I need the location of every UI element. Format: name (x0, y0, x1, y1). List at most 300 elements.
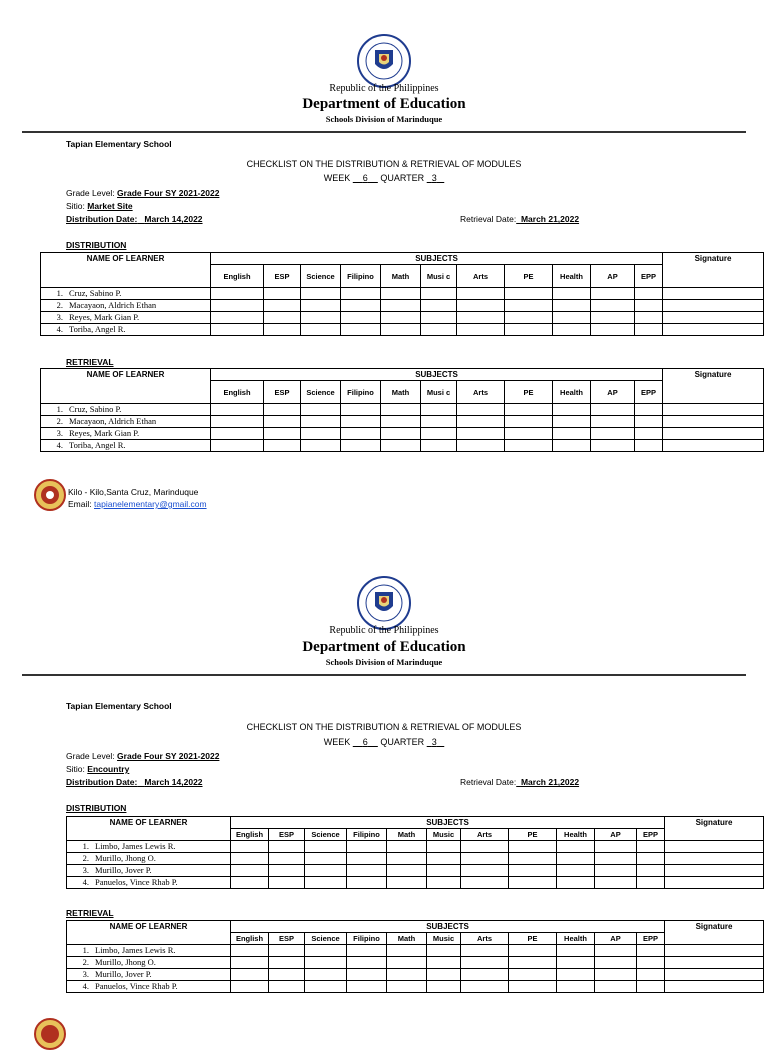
checkbox-cell[interactable] (637, 945, 665, 957)
quarter-number: 3 (431, 737, 437, 747)
checkbox-cell[interactable] (505, 324, 553, 336)
checkbox-cell[interactable] (211, 440, 264, 452)
checkbox-cell[interactable] (557, 981, 595, 993)
checkbox-cell[interactable] (264, 300, 301, 312)
grade-label: Grade Level: (66, 751, 115, 761)
table-row (41, 440, 764, 452)
checkbox-cell[interactable] (457, 440, 505, 452)
learner-name (41, 428, 211, 440)
signature-cell[interactable] (665, 945, 764, 957)
checkbox-cell[interactable] (595, 945, 637, 957)
checkbox-cell[interactable] (505, 416, 553, 428)
table-row (67, 957, 764, 969)
checkbox-cell[interactable] (231, 969, 269, 981)
row-number: 3. (56, 312, 63, 322)
checkbox-cell[interactable] (231, 865, 269, 877)
checkbox-cell[interactable] (421, 440, 457, 452)
checkbox-cell[interactable] (347, 853, 387, 865)
week-number: 6 (362, 173, 368, 183)
checkbox-cell[interactable] (381, 300, 421, 312)
checkbox-cell[interactable] (421, 324, 457, 336)
checkbox-cell[interactable] (509, 957, 557, 969)
checkbox-cell[interactable] (595, 865, 637, 877)
checkbox-cell[interactable] (347, 957, 387, 969)
checkbox-cell[interactable] (457, 288, 505, 300)
subject-header: Math (381, 381, 421, 404)
checkbox-cell[interactable] (301, 404, 341, 416)
subject-header: Music (427, 829, 461, 841)
checkbox-cell[interactable] (557, 865, 595, 877)
checkbox-cell[interactable] (269, 981, 305, 993)
checkbox-cell[interactable] (305, 957, 347, 969)
learner-name-text: Panuelos, Vince Rhab P. (95, 877, 178, 887)
quarter-label: QUARTER (380, 737, 425, 747)
checkbox-cell[interactable] (637, 865, 665, 877)
checkbox-cell[interactable] (301, 440, 341, 452)
week-label: WEEK (323, 173, 351, 183)
checkbox-cell[interactable] (427, 981, 461, 993)
signature-cell[interactable] (665, 981, 764, 993)
checkbox-cell[interactable] (595, 877, 637, 889)
checkbox-cell[interactable] (427, 969, 461, 981)
checkbox-cell[interactable] (635, 440, 663, 452)
checkbox-cell[interactable] (269, 865, 305, 877)
retrieval-date-label: Retrieval Date: (460, 777, 517, 787)
checkbox-cell[interactable] (421, 404, 457, 416)
checkbox-cell[interactable] (557, 877, 595, 889)
checkbox-cell[interactable] (427, 853, 461, 865)
name-header: NAME OF LEARNER (41, 369, 211, 404)
checkbox-cell[interactable] (347, 969, 387, 981)
subject-header: ESP (269, 933, 305, 945)
signature-cell[interactable] (665, 841, 764, 853)
table-row (41, 288, 764, 300)
row-number: 4. (82, 877, 89, 887)
checkbox-cell[interactable] (264, 440, 301, 452)
learner-rows (67, 841, 764, 889)
checkbox-cell[interactable] (635, 416, 663, 428)
sitio-line (66, 764, 129, 774)
checkbox-cell[interactable] (211, 324, 264, 336)
checkbox-cell[interactable] (557, 841, 595, 853)
checkbox-cell[interactable] (591, 428, 635, 440)
checkbox-cell[interactable] (553, 428, 591, 440)
signature-cell[interactable] (663, 324, 764, 336)
table-row (41, 404, 764, 416)
checkbox-cell[interactable] (387, 841, 427, 853)
checkbox-cell[interactable] (557, 969, 595, 981)
checkbox-cell[interactable] (637, 981, 665, 993)
checkbox-cell[interactable] (264, 312, 301, 324)
learner-rows (41, 288, 764, 336)
checkbox-cell[interactable] (591, 300, 635, 312)
week-quarter (0, 173, 768, 183)
signature-header: Signature (663, 253, 764, 288)
checkbox-cell[interactable] (211, 404, 264, 416)
subject-header: ESP (264, 381, 301, 404)
checkbox-cell[interactable] (591, 404, 635, 416)
checkbox-cell[interactable] (341, 300, 381, 312)
checkbox-cell[interactable] (553, 300, 591, 312)
checkbox-cell[interactable] (305, 981, 347, 993)
quarter-value (427, 737, 445, 747)
header-divider (22, 131, 746, 133)
retrieval-date-label: Retrieval Date: (460, 214, 517, 224)
checkbox-cell[interactable] (305, 865, 347, 877)
checkbox-cell[interactable] (347, 877, 387, 889)
learner-name-text: Reyes, Mark Gian P. (69, 428, 140, 438)
checkbox-cell[interactable] (635, 312, 663, 324)
checkbox-cell[interactable] (387, 877, 427, 889)
retrieval-date (460, 214, 579, 224)
checkbox-cell[interactable] (509, 877, 557, 889)
signature-cell[interactable] (665, 969, 764, 981)
signature-cell[interactable] (665, 853, 764, 865)
checkbox-cell[interactable] (211, 288, 264, 300)
checkbox-cell[interactable] (635, 428, 663, 440)
email-label: Email: (68, 499, 92, 509)
checkbox-cell[interactable] (457, 404, 505, 416)
checkbox-cell[interactable] (211, 416, 264, 428)
row-number: 2. (82, 853, 89, 863)
checkbox-cell[interactable] (457, 428, 505, 440)
checkbox-cell[interactable] (381, 288, 421, 300)
checkbox-cell[interactable] (457, 312, 505, 324)
checkbox-cell[interactable] (211, 428, 264, 440)
checkbox-cell[interactable] (637, 957, 665, 969)
learner-name-text: Toriba, Angel R. (69, 440, 126, 450)
signature-cell[interactable] (663, 300, 764, 312)
name-header: NAME OF LEARNER (67, 817, 231, 841)
row-number: 3. (82, 969, 89, 979)
department-title: Department of Education (302, 96, 466, 112)
checkbox-cell[interactable] (595, 957, 637, 969)
learner-name-text: Toriba, Angel R. (69, 324, 126, 334)
signature-header: Signature (665, 921, 764, 945)
checkbox-cell[interactable] (305, 945, 347, 957)
checkbox-cell[interactable] (553, 288, 591, 300)
learner-name (41, 312, 211, 324)
checkbox-cell[interactable] (557, 957, 595, 969)
checkbox-cell[interactable] (341, 428, 381, 440)
checkbox-cell[interactable] (509, 945, 557, 957)
email-link[interactable]: tapianelementary@gmail.com (94, 499, 207, 509)
checkbox-cell[interactable] (347, 981, 387, 993)
distribution-date (66, 777, 203, 787)
subject-header: PE (509, 829, 557, 841)
subject-header: Science (305, 933, 347, 945)
republic-label: Republic of the Philippines (329, 625, 439, 636)
learner-rows (41, 404, 764, 452)
retrieval-date-value-wrap (516, 777, 579, 787)
checkbox-cell[interactable] (231, 877, 269, 889)
checkbox-cell[interactable] (505, 428, 553, 440)
checkbox-cell[interactable] (301, 288, 341, 300)
subjects-header: SUBJECTS (211, 253, 663, 265)
sitio-label: Sitio: (66, 201, 85, 211)
checkbox-cell[interactable] (269, 841, 305, 853)
checkbox-cell[interactable] (461, 853, 509, 865)
checkbox-cell[interactable] (421, 288, 457, 300)
subject-header: Musi c (421, 381, 457, 404)
checkbox-cell[interactable] (211, 312, 264, 324)
checkbox-cell[interactable] (509, 969, 557, 981)
checkbox-cell[interactable] (381, 312, 421, 324)
checkbox-cell[interactable] (461, 981, 509, 993)
checkbox-cell[interactable] (305, 841, 347, 853)
signature-cell[interactable] (663, 288, 764, 300)
signature-header: Signature (665, 817, 764, 841)
checkbox-cell[interactable] (231, 981, 269, 993)
learner-name (41, 440, 211, 452)
learner-name (41, 300, 211, 312)
checkbox-cell[interactable] (269, 969, 305, 981)
checkbox-cell[interactable] (591, 288, 635, 300)
grade-label: Grade Level: (66, 188, 115, 198)
school-name: Tapian Elementary School (66, 701, 172, 711)
checkbox-cell[interactable] (387, 865, 427, 877)
checkbox-cell[interactable] (637, 877, 665, 889)
checkbox-cell[interactable] (637, 841, 665, 853)
division-label: Schools Division of Marinduque (325, 114, 443, 124)
checkbox-cell[interactable] (637, 853, 665, 865)
checkbox-cell[interactable] (381, 324, 421, 336)
subject-header: Health (557, 933, 595, 945)
checkbox-cell[interactable] (427, 877, 461, 889)
checkbox-cell[interactable] (301, 416, 341, 428)
learner-name (41, 404, 211, 416)
subject-header: ESP (264, 265, 301, 288)
header-divider (22, 674, 746, 676)
table-row (41, 324, 764, 336)
checkbox-cell[interactable] (553, 440, 591, 452)
retrieval-heading: RETRIEVAL (66, 908, 114, 918)
retrieval-heading: RETRIEVAL (66, 357, 114, 367)
learner-name (41, 416, 211, 428)
checkbox-cell[interactable] (301, 312, 341, 324)
checkbox-cell[interactable] (269, 957, 305, 969)
checkbox-cell[interactable] (301, 324, 341, 336)
checkbox-cell[interactable] (509, 853, 557, 865)
checkbox-cell[interactable] (509, 841, 557, 853)
grade-value: Grade Four SY 2021-2022 (117, 188, 220, 198)
checkbox-cell[interactable] (553, 404, 591, 416)
checkbox-cell[interactable] (341, 440, 381, 452)
checkbox-cell[interactable] (269, 877, 305, 889)
subject-header: Musi c (421, 265, 457, 288)
checkbox-cell[interactable] (387, 853, 427, 865)
checkbox-cell[interactable] (341, 288, 381, 300)
subject-header: PE (505, 265, 553, 288)
checkbox-cell[interactable] (457, 324, 505, 336)
checkbox-cell[interactable] (509, 865, 557, 877)
distribution-date-label: Distribution Date: (66, 777, 138, 787)
checkbox-cell[interactable] (347, 945, 387, 957)
name-header: NAME OF LEARNER (41, 253, 211, 288)
learner-name (67, 853, 231, 865)
checkbox-cell[interactable] (595, 969, 637, 981)
retrieval-date-value: March 21,2022 (520, 777, 580, 787)
checkbox-cell[interactable] (381, 428, 421, 440)
retrieval-date-value: March 21,2022 (520, 214, 580, 224)
checkbox-cell[interactable] (305, 877, 347, 889)
checkbox-cell[interactable] (427, 841, 461, 853)
checkbox-cell[interactable] (264, 324, 301, 336)
checkbox-cell[interactable] (301, 300, 341, 312)
distribution-date-value: March 14,2022 (144, 214, 203, 224)
checkbox-cell[interactable] (457, 416, 505, 428)
checkbox-cell[interactable] (457, 300, 505, 312)
learner-name-text: Cruz, Sabino P. (69, 288, 122, 298)
checkbox-cell[interactable] (595, 981, 637, 993)
signature-cell[interactable] (663, 440, 764, 452)
distribution-date-value: March 14,2022 (144, 777, 203, 787)
subject-header: Filipino (347, 933, 387, 945)
checkbox-cell[interactable] (557, 853, 595, 865)
checkbox-cell[interactable] (341, 404, 381, 416)
checkbox-cell[interactable] (341, 324, 381, 336)
checkbox-cell[interactable] (505, 440, 553, 452)
checkbox-cell[interactable] (591, 312, 635, 324)
deped-seal-icon (357, 34, 411, 88)
checkbox-cell[interactable] (635, 404, 663, 416)
checkbox-cell[interactable] (637, 969, 665, 981)
checkbox-cell[interactable] (635, 288, 663, 300)
checkbox-cell[interactable] (381, 440, 421, 452)
checkbox-cell[interactable] (387, 957, 427, 969)
checkbox-cell[interactable] (591, 324, 635, 336)
checkbox-cell[interactable] (301, 428, 341, 440)
checkbox-cell[interactable] (635, 300, 663, 312)
table-row (67, 877, 764, 889)
signature-cell[interactable] (663, 428, 764, 440)
checkbox-cell[interactable] (387, 945, 427, 957)
learner-rows (67, 945, 764, 993)
checkbox-cell[interactable] (635, 324, 663, 336)
checkbox-cell[interactable] (231, 945, 269, 957)
checkbox-cell[interactable] (505, 312, 553, 324)
subject-header: Health (557, 829, 595, 841)
checkbox-cell[interactable] (421, 300, 457, 312)
subject-header: Science (301, 381, 341, 404)
checkbox-cell[interactable] (347, 841, 387, 853)
checkbox-cell[interactable] (505, 404, 553, 416)
signature-cell[interactable] (663, 404, 764, 416)
checkbox-cell[interactable] (231, 957, 269, 969)
checkbox-cell[interactable] (231, 841, 269, 853)
checkbox-cell[interactable] (557, 945, 595, 957)
table-row (41, 312, 764, 324)
signature-cell[interactable] (665, 865, 764, 877)
checkbox-cell[interactable] (595, 841, 637, 853)
checkbox-cell[interactable] (305, 853, 347, 865)
subject-header: Science (301, 265, 341, 288)
subject-header: Science (305, 829, 347, 841)
subject-header: EPP (635, 381, 663, 404)
signature-cell[interactable] (665, 957, 764, 969)
row-number: 1. (82, 841, 89, 851)
checkbox-cell[interactable] (264, 288, 301, 300)
subject-header: PE (505, 381, 553, 404)
quarter-value (427, 173, 445, 183)
checkbox-cell[interactable] (264, 428, 301, 440)
checkbox-cell[interactable] (421, 428, 457, 440)
checkbox-cell[interactable] (341, 312, 381, 324)
name-header: NAME OF LEARNER (67, 921, 231, 945)
checkbox-cell[interactable] (461, 957, 509, 969)
checkbox-cell[interactable] (427, 957, 461, 969)
checkbox-cell[interactable] (427, 945, 461, 957)
checkbox-cell[interactable] (553, 416, 591, 428)
learner-name (67, 969, 231, 981)
checkbox-cell[interactable] (269, 945, 305, 957)
subject-header: EPP (635, 265, 663, 288)
checkbox-cell[interactable] (421, 416, 457, 428)
checkbox-cell[interactable] (264, 404, 301, 416)
checkbox-cell[interactable] (387, 981, 427, 993)
checkbox-cell[interactable] (341, 416, 381, 428)
sitio-value: Market Site (87, 201, 133, 211)
checkbox-cell[interactable] (427, 865, 461, 877)
checkbox-cell[interactable] (231, 853, 269, 865)
checkbox-cell[interactable] (505, 288, 553, 300)
checkbox-cell[interactable] (421, 312, 457, 324)
checkbox-cell[interactable] (264, 416, 301, 428)
checkbox-cell[interactable] (305, 969, 347, 981)
subject-header: Arts (461, 933, 509, 945)
learner-name-text: Reyes, Mark Gian P. (69, 312, 140, 322)
checkbox-cell[interactable] (553, 324, 591, 336)
signature-cell[interactable] (665, 877, 764, 889)
checkbox-cell[interactable] (461, 841, 509, 853)
row-number: 2. (82, 957, 89, 967)
learner-name-text: Limbo, James Lewis R. (95, 945, 176, 955)
checkbox-cell[interactable] (461, 969, 509, 981)
row-number: 4. (56, 440, 63, 450)
learner-name-text: Limbo, James Lewis R. (95, 841, 176, 851)
checkbox-cell[interactable] (591, 440, 635, 452)
checkbox-cell[interactable] (553, 312, 591, 324)
checkbox-cell[interactable] (269, 853, 305, 865)
checkbox-cell[interactable] (505, 300, 553, 312)
checkbox-cell[interactable] (211, 300, 264, 312)
retrieval-table (66, 920, 764, 993)
checkbox-cell[interactable] (381, 416, 421, 428)
checkbox-cell[interactable] (591, 416, 635, 428)
signature-cell[interactable] (663, 416, 764, 428)
school-address: Kilo - Kilo,Santa Cruz, Marinduque (68, 487, 199, 497)
week-value (353, 173, 378, 183)
subject-header: English (211, 381, 264, 404)
email-line (68, 499, 207, 509)
checkbox-cell[interactable] (509, 981, 557, 993)
checkbox-cell[interactable] (387, 969, 427, 981)
learner-name (67, 865, 231, 877)
row-number: 3. (56, 428, 63, 438)
subject-header: English (231, 933, 269, 945)
checkbox-cell[interactable] (461, 865, 509, 877)
checkbox-cell[interactable] (461, 945, 509, 957)
checkbox-cell[interactable] (595, 853, 637, 865)
signature-cell[interactable] (663, 312, 764, 324)
checkbox-cell[interactable] (381, 404, 421, 416)
school-name: Tapian Elementary School (66, 139, 172, 149)
week-number: 6 (362, 737, 368, 747)
subject-header: Filipino (347, 829, 387, 841)
checkbox-cell[interactable] (461, 877, 509, 889)
form-title: CHECKLIST ON THE DISTRIBUTION & RETRIEVAL OF MODULES (246, 159, 522, 169)
checkbox-cell[interactable] (347, 865, 387, 877)
